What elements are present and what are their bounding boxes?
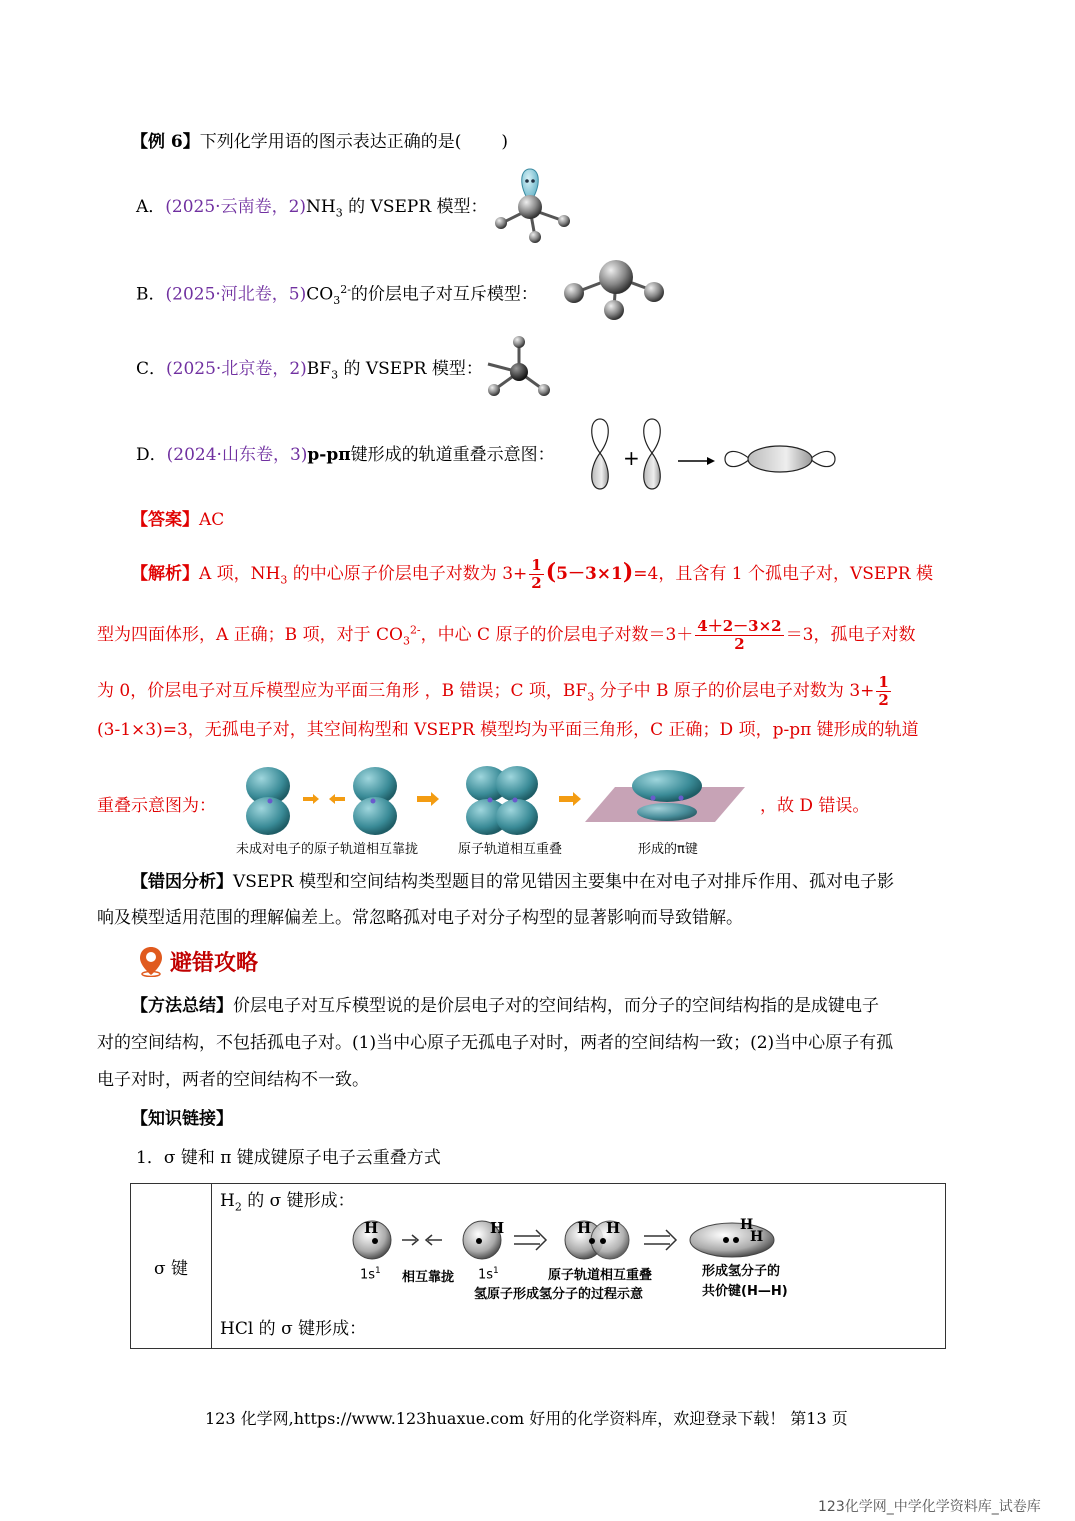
location-pin-icon	[138, 945, 164, 977]
bf3-vsepr-model-image	[482, 334, 557, 404]
footer-watermark: 123化学网_中学化学资料库_试卷库	[818, 1499, 1041, 1515]
svg-text:+: +	[623, 446, 640, 470]
analysis-line-5b: ，故 D 错误。	[760, 796, 870, 816]
example-tag: 【例 6】	[131, 132, 200, 152]
pi-caption-2: 原子轨道相互重叠	[458, 842, 563, 857]
process-label: 氢原子形成氢分子的过程示意	[474, 1287, 644, 1302]
h2-sigma-title: $H_2$ 的 σ 键形成：	[220, 1191, 355, 1214]
knowledge-item-1: 1．σ 键和 π 键成键原子电子云重叠方式	[136, 1148, 441, 1168]
option-c: C．(2025·北京卷，$2)BF_3$ 的 VSEPR 模型：	[136, 359, 483, 382]
example-question: 【例 6】下列化学用语的图示表达正确的是( )	[131, 132, 509, 152]
hcl-sigma-title: HCl 的 σ 键形成：	[220, 1319, 367, 1339]
pi-caption-1: 未成对电子的原子轨道相互靠拢	[236, 842, 419, 857]
co3-vsepr-model-image	[558, 255, 668, 325]
method-tag: 【方法总结】	[131, 996, 233, 1016]
analysis-tag: 【解析】	[131, 564, 199, 584]
answer-line	[131, 508, 224, 532]
knowledge-tag: 【知识链接】	[131, 1109, 233, 1129]
error-analysis-line-1: 【错因分析】VSEPR 模型和空间结构类型题目的常见错因主要集中在对电子对排斥作用、孤对电子影	[131, 872, 894, 892]
error-analysis-line-2: 响及模型适用范围的理解偏差上。常忽略孤对电子对分子构型的显著影响而导致错解。	[97, 908, 743, 928]
error-analysis-tag: 【错因分析】	[131, 872, 233, 892]
pi-caption-3: 形成的π键	[638, 842, 698, 857]
method-line-3: 电子对时，两者的空间结构不一致。	[97, 1070, 369, 1090]
h-label-2: H	[490, 1219, 505, 1237]
option-a-source: (2025·云南卷，2)	[165, 197, 307, 217]
approach-label: 相互靠拢	[402, 1270, 455, 1285]
method-line-2: 对的空间结构，不包括孤电子对。(1)当中心原子无孤电子对时，两者的空间结构一致；(2)当中心原子有孤	[97, 1033, 894, 1053]
analysis-line-2: 型为四面体形，A 正确；B 项，对于 $CO_3^{2-}$，中心 C 原子的价层电子对数＝3＋ $\frac{4+2-3\times 2}{2}$ ＝3，孤电子对数	[97, 617, 916, 653]
analysis-line-1: 【解析】A 项，$NH_3$ 的中心原子价层电子对数为 3+ $\frac{1}{2}$ (5－3×1)=4，且含有 1 个孤电子对，VSEPR 模	[131, 556, 933, 592]
h-label-1: H	[364, 1219, 379, 1237]
form-label-2: 共价键(H—H)	[702, 1284, 788, 1299]
analysis-line-3: 为 0，价层电子对互斥模型应为平面三角形 ，B 错误；C 项，$BF_3$ 分子中 B 原子的价层电子对数为 3+ $\frac{1}{2}$	[97, 673, 889, 709]
overlap-label: 原子轨道相互重叠	[548, 1268, 653, 1283]
option-d-source: (2024·山东卷，3)	[166, 445, 308, 465]
p-p-pi-orbital-image	[585, 415, 840, 495]
h-label-5: H	[740, 1217, 754, 1233]
s1-label-1: $1s^1$	[360, 1266, 381, 1283]
option-b-source: (2025·河北卷，5)	[165, 284, 307, 305]
example-question-text: 下列化学用语的图示表达正确的是(	[199, 132, 462, 152]
table-left-cell: σ 键	[131, 1184, 212, 1349]
option-b: B．(2025·河北卷，$5)CO_3^{2-}$的价层电子对互斥模型：	[136, 283, 538, 308]
form-label-1: 形成氢分子的	[702, 1264, 781, 1279]
sigma-bond-table	[130, 1183, 946, 1349]
option-d: D．(2024·山东卷，3)p-pπ键形成的轨道重叠示意图：	[136, 445, 555, 465]
option-a: A．(2025·云南卷，$2)NH_3$ 的 VSEPR 模型：	[136, 197, 488, 220]
analysis-line-5a: 重叠示意图为：	[97, 796, 216, 816]
h-label-6: H	[750, 1229, 764, 1245]
h-label-4: H	[606, 1219, 621, 1237]
nh3-vsepr-model-image	[490, 165, 580, 245]
fraction-half-2: $\frac{1}{2}$	[878, 673, 889, 709]
fraction-valence: $\frac{4+2-3\times 2}{2}$	[697, 617, 782, 653]
fraction-half: $\frac{1}{2}$	[531, 556, 542, 592]
option-c-source: (2025·北京卷，2)	[166, 359, 307, 379]
h-label-3: H	[577, 1219, 592, 1237]
s1-label-2: $1s^1$	[478, 1266, 499, 1283]
section-title: 避错攻略	[170, 951, 259, 976]
analysis-line-4: (3-1×3)=3，无孤电子对，其空间构型和 VSEPR 模型均为平面三角形，C 正确；D 项，p-pπ 键形成的轨道	[97, 720, 919, 740]
method-line-1: 【方法总结】价层电子对互斥模型说的是价层电子对的空间结构，而分子的空间结构指的是成键电子	[131, 996, 879, 1016]
table-right-cell	[212, 1184, 946, 1349]
answer-tag: 【答案】	[131, 510, 199, 530]
pi-bond-formation-image	[235, 762, 750, 842]
answer-value: AC	[199, 510, 225, 530]
footer-text: 123 化学网,https://www.123huaxue.com 好用的化学资料库，欢迎登录下载！ 第13 页	[205, 1409, 848, 1428]
